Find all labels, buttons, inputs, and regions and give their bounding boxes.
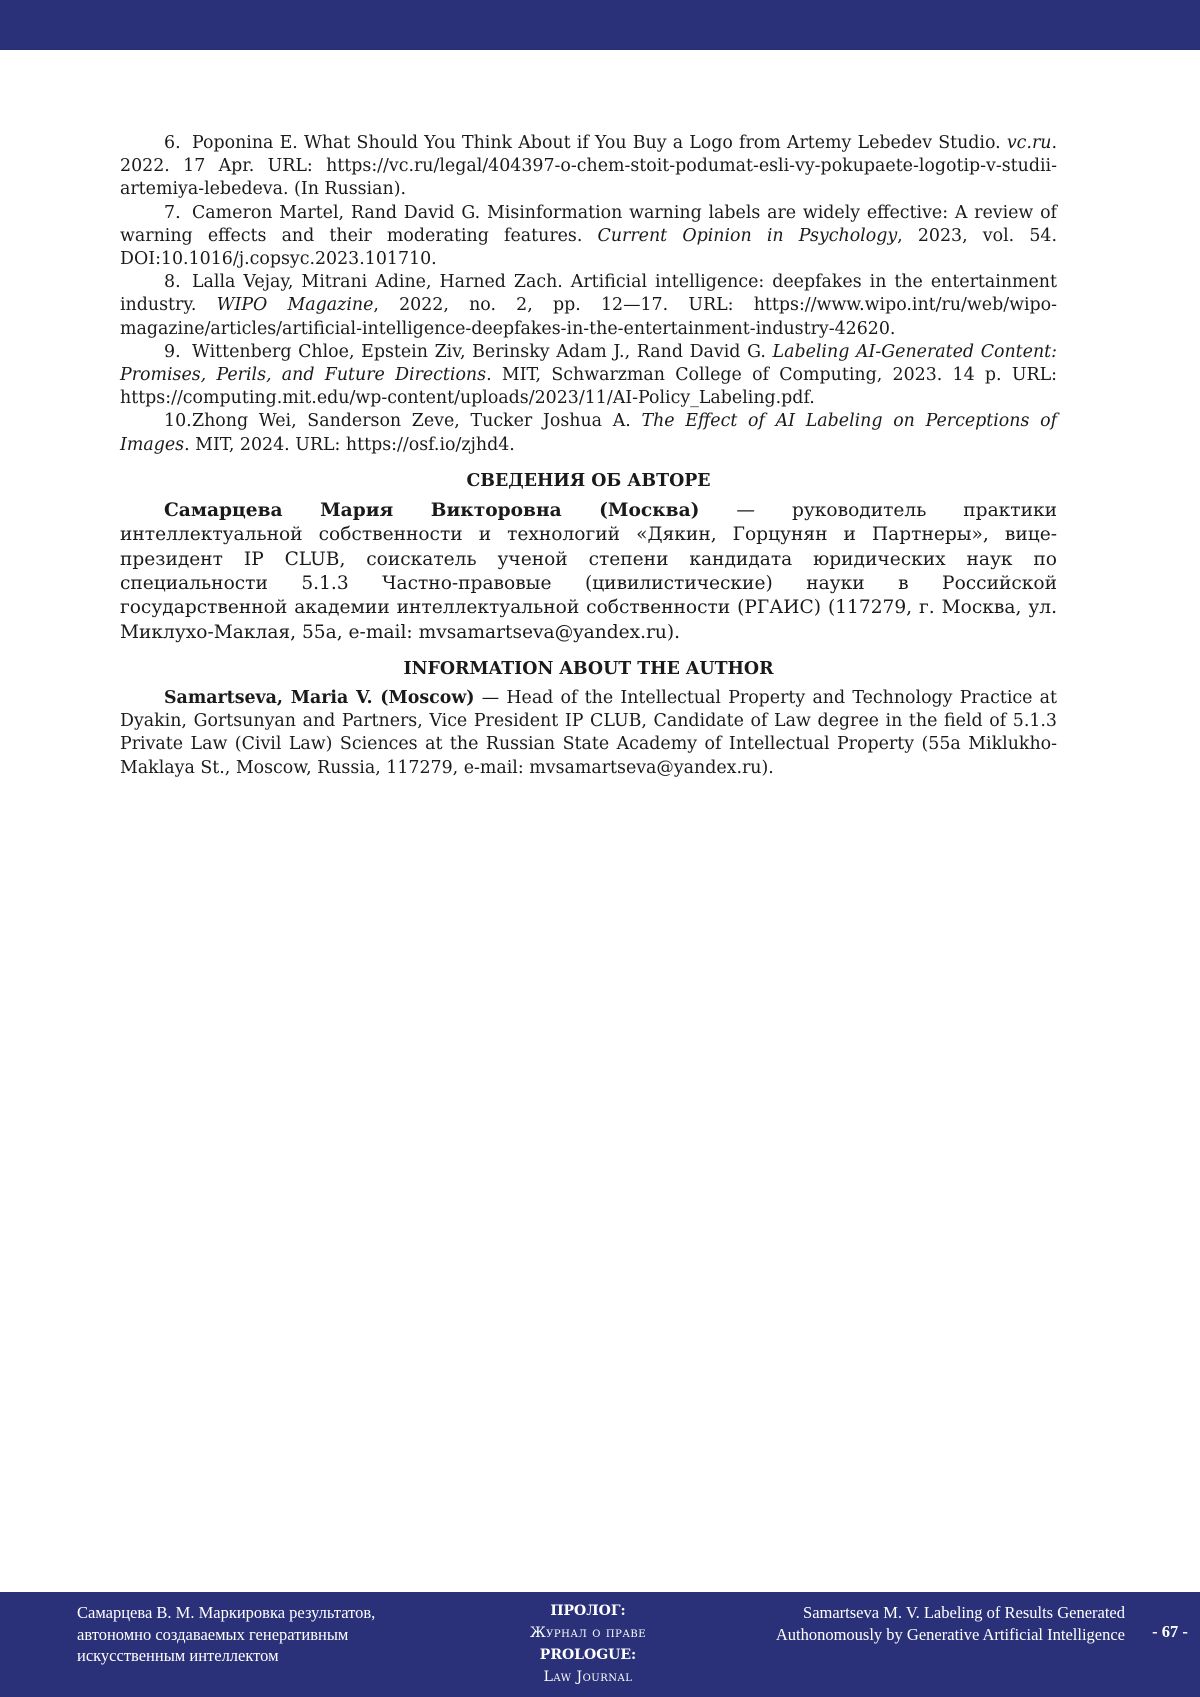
reference-number: 9. (164, 341, 181, 362)
footer-citation-ru (77, 1602, 437, 1667)
author-heading-ru: СВЕДЕНИЯ ОБ АВТОРЕ (466, 470, 711, 491)
reference-source-title: Labeling AI-Generated Content: Promises, Perils, and Future Directions (120, 341, 1058, 386)
footer-en-line: Samartseva M. V. Labeling of Results Generated (803, 1603, 1125, 1622)
author-text-en: — Head of the Intellectual Property and Technology Practice at Dyakin, Gortsunyan and Partners, Vice President IP CLUB, Candidate of Law degree in the field of 5.1.3 Private Law (Civil Law) Sciences at the Russian State Academy of Intellectual Property (55a Miklukho-Maklaya St., Moscow, Russia, 117279, e-mail: mvsamartseva@yandex.ru). (120, 688, 1057, 778)
reference-source-title: WIPO Magazine (216, 295, 374, 316)
reference-text: Poponina E. What Should You Think About if You Buy a Logo from Artemy Lebedev Studio. (192, 133, 1007, 153)
author-heading-en: INFORMATION ABOUT THE AUTHOR (403, 658, 774, 679)
journal-subtitle-ru: Журнал о праве (529, 1625, 647, 1641)
footer-ru-line: Самарцева В. М. Маркировка результатов, (77, 1603, 376, 1622)
author-info-ru (120, 499, 1057, 645)
reference-text: . MIT, 2024. URL: https://osf.io/zjhd4. (184, 434, 515, 455)
reference-list (120, 132, 1057, 457)
footer-en-line: Authonomously by Generative Artificial Intelligence (775, 1624, 1125, 1644)
journal-title (488, 1600, 688, 1688)
author-info-en (120, 687, 1057, 780)
reference-text: Cameron Martel, Rand David G. Misinformation warning labels are widely effective: A review of warning effects and their moderating features. (120, 202, 1057, 246)
reference-text: , 2022, no. 2, pp. 12—17. URL: https://www.wipo.int/ru/web/wipo-magazine/articles/artificial-intelligence-deepfakes-in-the-entertainment-industry-42620. (120, 295, 1057, 339)
footer-citation-en (700, 1602, 1125, 1645)
reference-item (120, 271, 1057, 341)
reference-source-title: The Effect of AI Labeling on Perceptions of Images (120, 411, 1057, 455)
reference-text: , 2023, vol. 54. DOI:10.1016/j.copsyc.2023.101710. (120, 225, 1057, 270)
journal-title-ru: ПРОЛОГ: (550, 1603, 626, 1619)
reference-text: Zhong Wei, Sanderson Zeve, Tucker Joshua A. (192, 411, 642, 432)
reference-source-title: vc.ru (1006, 133, 1052, 153)
author-name-en: Samartseva, Maria V. (Moscow) (164, 688, 475, 709)
page-number: - 67 - (1152, 1622, 1188, 1641)
reference-item (120, 132, 1057, 202)
footer-ru-line: автономно создаваемых генеративным (77, 1624, 349, 1644)
reference-number: 8. (164, 272, 181, 293)
reference-source-title: Current Opinion in Psychology (597, 225, 898, 246)
reference-item (120, 202, 1057, 272)
journal-title-en: PROLOGUE: (539, 1647, 637, 1663)
reference-item (120, 410, 1057, 456)
reference-text: Wittenberg Chloe, Epstein Ziv, Berinsky Adam J., Rand David G. (192, 341, 773, 362)
footer-ru-line: искусственным интеллектом (77, 1646, 279, 1665)
reference-item (120, 341, 1057, 411)
reference-number: 10. (164, 411, 192, 432)
reference-number: 6. (164, 133, 181, 153)
reference-text: Lalla Vejay, Mitrani Adine, Harned Zach. Artificial intelligence: deepfakes in the entertainment industry. (120, 272, 1057, 316)
header-band (0, 0, 1200, 50)
reference-number: 7. (164, 202, 181, 223)
author-name-ru: Самарцева Мария Викторовна (Москва) (164, 500, 700, 522)
reference-text: . MIT, Schwarzman College of Computing, 2023. 14 p. URL: https://computing.mit.edu/wp-content/uploads/2023/11/AI-Policy_Labeling.pdf. (120, 365, 1057, 409)
author-text-ru: — руководитель практики интеллектуальной собственности и технологий «Дякин, Горцунян и Партнеры», вице-президент IP CLUB, соискатель ученой степени кандидата юридических наук по специальности 5.1.3 Частно-правовые (цивилистические) науки в Российской государственной академии интеллектуальной собственности (РГАИС) (117279, г. Москва, ул. Миклухо-Маклая, 55а, e-mail: mvsamartseva@yandex.ru). (120, 500, 1057, 643)
page-content (120, 132, 1057, 780)
reference-text: . 2022. 17 Apr. URL: https://vc.ru/legal/404397-o-chem-stoit-podumat-esli-vy-pokupaete-logotip-v-studii-artemiya-lebedeva. (In Russian). (120, 133, 1057, 200)
journal-subtitle-en: Law Journal (543, 1669, 633, 1685)
footer-band (0, 1592, 1200, 1697)
